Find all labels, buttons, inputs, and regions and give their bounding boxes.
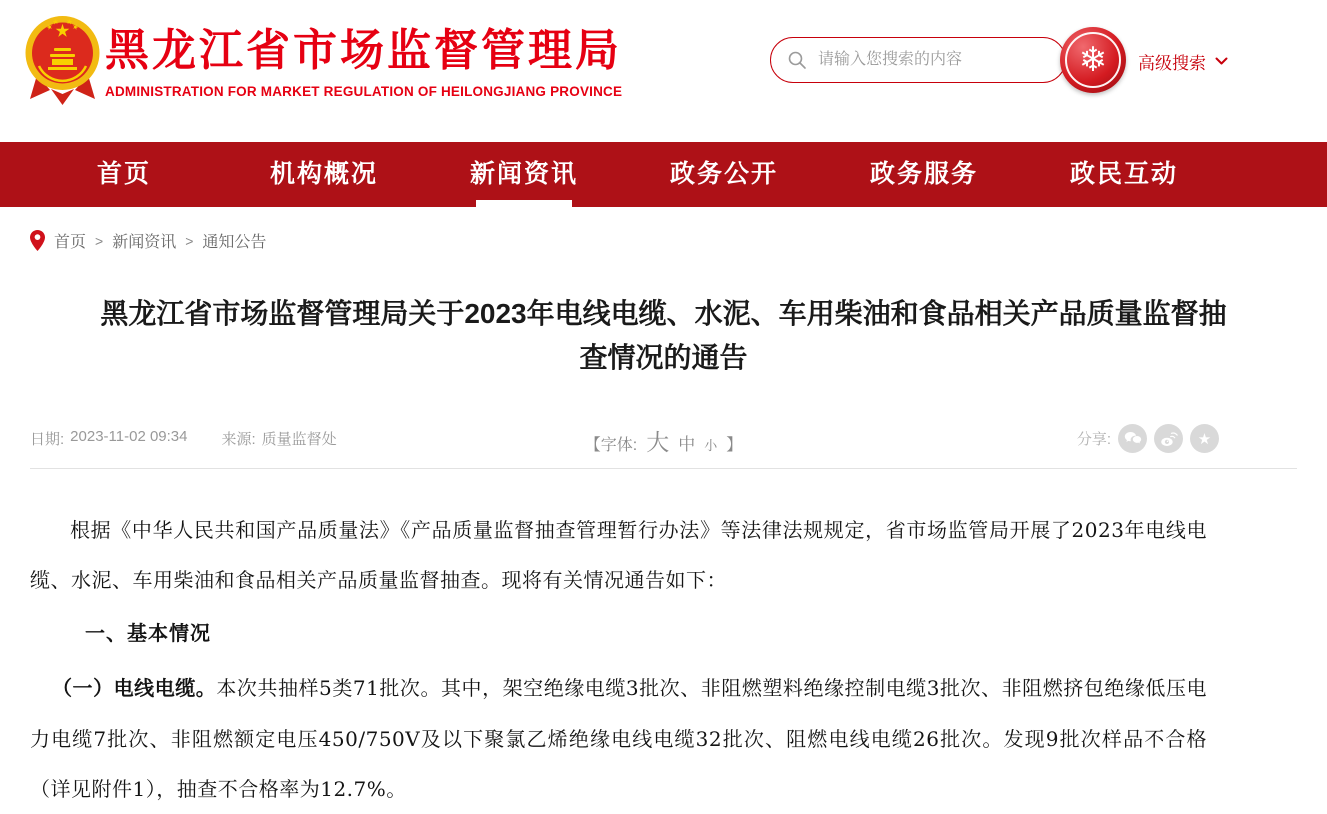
nav-item-gov-affairs[interactable] — [624, 142, 824, 207]
breadcrumb-separator: > — [185, 232, 194, 249]
paragraph-wire-cable — [30, 663, 1207, 814]
nav-label: 政民互动 — [1069, 160, 1178, 188]
paragraph-intro: 根据《中华人民共和国产品质量法》《产品质量监督抽查管理暂行办法》等法律法规规定，省市场监管局开展了2023年电线电缆、水泥、车用柴油和食品相关产品质量监督抽查。现将有关情况通告如下： — [30, 518, 1207, 592]
article-body — [30, 505, 1207, 814]
article-main — [0, 292, 1327, 814]
date-value: 2023-11-02 09:34 — [70, 428, 188, 445]
search-input[interactable] — [816, 50, 1026, 70]
nav-item-interaction[interactable] — [1024, 142, 1224, 207]
share-bar — [1077, 424, 1219, 453]
font-size-large-button[interactable]: 大 — [646, 429, 670, 455]
advanced-search-label: 高级搜索 — [1138, 54, 1206, 73]
meta-left — [30, 428, 337, 449]
share-qzone-button[interactable] — [1190, 424, 1219, 453]
site-header — [0, 0, 1327, 142]
star-icon: ★ — [1197, 430, 1212, 448]
share-weibo-button[interactable] — [1154, 424, 1183, 453]
search-submit-button[interactable] — [1060, 27, 1126, 93]
share-label: 分享: — [1076, 431, 1111, 448]
national-emblem-logo — [25, 11, 100, 115]
nav-item-news[interactable] — [424, 142, 624, 207]
article-meta-row — [0, 424, 1327, 455]
chevron-down-icon — [1215, 57, 1228, 66]
nav-label: 机构概况 — [269, 160, 378, 188]
snowflake-icon: ❄ — [1078, 41, 1108, 79]
nav-item-organization[interactable] — [224, 142, 424, 207]
publish-date — [30, 428, 188, 449]
nav-item-home[interactable] — [24, 142, 224, 207]
source-label: 来源: — [221, 431, 256, 448]
source — [222, 428, 337, 449]
nav-label: 政务公开 — [669, 160, 778, 188]
brand-block — [105, 26, 622, 99]
section-heading-basic-info: 一、基本情况 — [85, 623, 211, 645]
date-label: 日期: — [30, 431, 65, 448]
article-title: 黑龙江省市场监督管理局关于2023年电线电缆、水泥、车用柴油和食品相关产品质量监督抽查情况的通告 — [100, 298, 1227, 373]
nav-item-gov-services[interactable] — [824, 142, 1024, 207]
paragraph-lead: （一）电线电缆。 — [52, 678, 217, 700]
font-size-small-button[interactable]: 小 — [704, 438, 718, 453]
site-subtitle-english: ADMINISTRATION FOR MARKET REGULATION OF HEILONGJIANG PROVINCE — [105, 83, 623, 99]
paragraph-rest: 本次共抽样5类71批次。其中，架空绝缘电缆3批次、非阻燃塑料绝缘控制电缆3批次、非阻燃挤包绝缘低压电力电缆7批次、非阻燃额定电压450/750V及以下聚氯乙烯绝缘电线电缆32批次、阻燃电线电缆26批次。发现9批次样品不合格（详见附件1），抽查不合格率为12.7%。 — [30, 676, 1208, 801]
font-size-medium-button[interactable]: 中 — [678, 435, 696, 454]
weibo-icon — [1160, 431, 1178, 447]
search-icon — [787, 50, 807, 70]
breadcrumb-news[interactable]: 新闻资讯 — [112, 234, 177, 251]
nav-label: 政务服务 — [869, 160, 978, 188]
breadcrumb-separator: > — [95, 232, 104, 249]
share-wechat-button[interactable] — [1118, 424, 1147, 453]
font-ctrl-suffix: 】 — [726, 437, 743, 454]
breadcrumb-home[interactable]: 首页 — [54, 234, 87, 251]
site-title: 黑龙江省市场监督管理局 — [105, 26, 622, 75]
location-pin-icon — [30, 230, 45, 251]
advanced-search-link[interactable] — [1138, 49, 1228, 74]
breadcrumb — [0, 207, 1327, 252]
search-box — [770, 37, 1066, 83]
source-value: 质量监督处 — [261, 431, 337, 448]
font-size-control — [585, 424, 742, 457]
breadcrumb-notices[interactable]: 通知公告 — [202, 234, 267, 251]
nav-label: 新闻资讯 — [469, 160, 578, 188]
font-ctrl-prefix: 【字体: — [584, 437, 638, 454]
wechat-icon — [1124, 431, 1142, 446]
nav-label: 首页 — [96, 160, 151, 188]
main-navigation — [0, 142, 1327, 207]
meta-divider — [30, 468, 1297, 469]
active-tab-indicator — [476, 200, 572, 207]
